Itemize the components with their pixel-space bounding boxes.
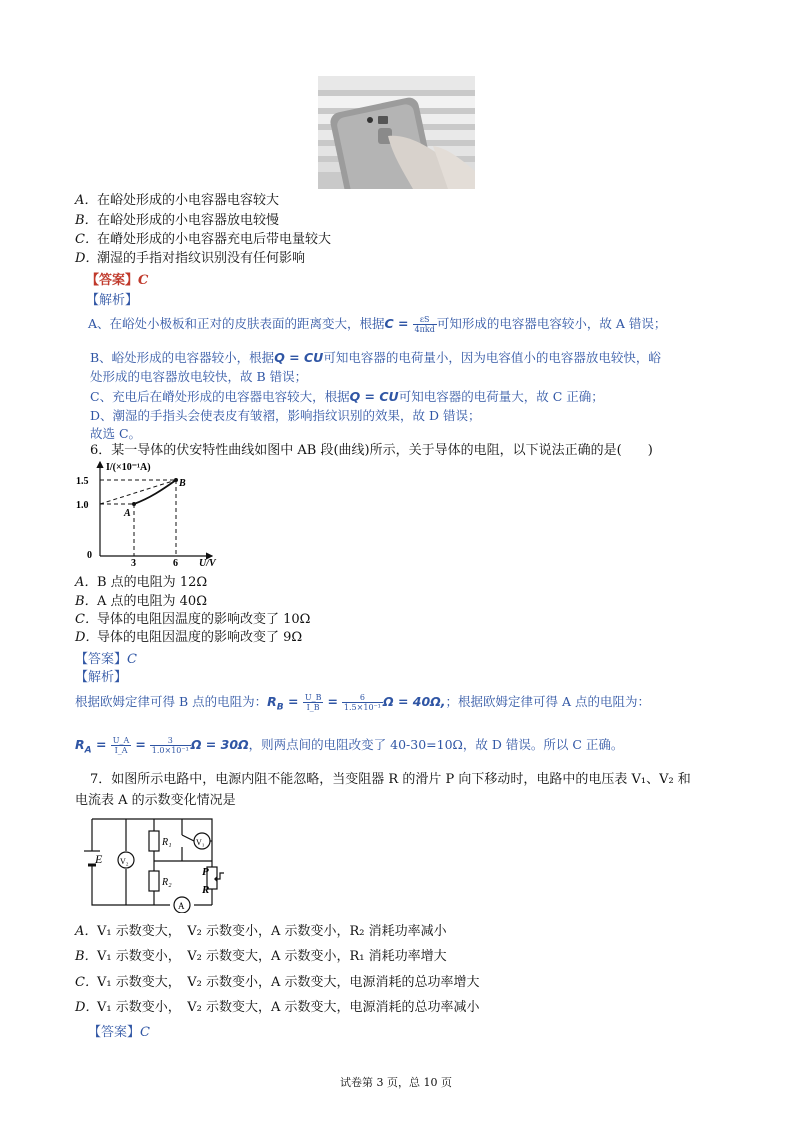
fraction-values xyxy=(150,736,191,755)
formula-result: Ω = 40Ω, xyxy=(382,694,446,709)
q6-answer xyxy=(75,648,137,667)
point-a-label: A xyxy=(124,508,131,519)
label-r2: R₂ xyxy=(162,877,172,888)
fraction-den: I_B xyxy=(306,703,320,712)
fraction-den: 1.0×10⁻¹ xyxy=(151,746,189,755)
answer-value: C xyxy=(138,273,149,288)
circuit-diagram xyxy=(82,815,224,913)
q7-option-d[interactable] xyxy=(75,999,480,1017)
q5-analysis-conclusion: 故选 C。 xyxy=(90,426,142,441)
formula-rb: $R_B$ = xyxy=(267,694,303,713)
q5-option-d[interactable] xyxy=(75,250,305,268)
analysis-text: 可知电容器的电荷量小，因为电容值小的电容器放电较快，峪 xyxy=(323,350,661,365)
fraction-num: U_A xyxy=(112,736,130,745)
q7-option-b[interactable] xyxy=(75,948,447,966)
slider-arrow xyxy=(214,876,217,882)
option-label: C． xyxy=(75,612,98,627)
q5-analysis-a xyxy=(88,314,666,334)
label-r: R xyxy=(202,884,210,896)
analysis-text: ，则两点间的电阻改变了 40-30=10Ω，故 D 错误。所以 C 正确。 xyxy=(248,737,624,752)
q7-stem-line2: 电流表 A 的示数变化情况是 xyxy=(75,793,236,808)
dashed-chord xyxy=(100,480,176,504)
fraction-values xyxy=(342,693,383,712)
top-wire xyxy=(92,819,212,853)
q6-stem: 6．某一导体的伏安特性曲线如图中 AB 段(曲线)所示，关于导体的电阻，以下说法正确的是( ) xyxy=(90,443,653,458)
fraction-num: 6 xyxy=(342,693,383,703)
option-text: B 点的电阻为 12Ω xyxy=(97,575,208,590)
formula-fraction xyxy=(413,315,437,334)
fraction-den: 1.5×10⁻¹ xyxy=(343,703,381,712)
label-r1: R₁ xyxy=(162,837,172,848)
q5-analysis-c xyxy=(90,387,604,405)
q5-option-b[interactable] xyxy=(75,212,279,230)
option-text: A 点的电阻为 40Ω xyxy=(97,594,207,609)
fraction-num: 3 xyxy=(150,736,191,746)
analysis-text: 根据欧姆定律可得 B 点的电阻为： xyxy=(75,694,268,709)
q5-analysis-b2: 处形成的电容器放电较快，故 B 错误； xyxy=(90,369,308,384)
y-tick-0: 0 xyxy=(87,550,92,561)
option-text: 导体的电阻因温度的影响改变了 10Ω xyxy=(97,612,311,627)
ab-curve xyxy=(134,480,176,504)
option-label: D． xyxy=(75,1000,99,1015)
formula-sub: B xyxy=(276,702,284,713)
formula-result: Ω = 30Ω xyxy=(190,737,249,752)
label-p: P xyxy=(202,866,209,878)
label-a: A xyxy=(178,901,185,911)
option-text: V₁ 示数变小， V₂ 示数变大，A 示数变大，电源消耗的总功率减小 xyxy=(97,1000,480,1015)
analysis-text: B、峪处形成的电容器较小，根据 xyxy=(90,350,275,365)
fraction-ua-ia xyxy=(111,736,132,755)
point-b xyxy=(174,478,178,482)
option-text: V₁ 示数变大， V₂ 示数变小，A 示数变大，电源消耗的总功率增大 xyxy=(97,975,480,990)
answer-tag: 【答案】 xyxy=(88,1025,141,1040)
q6-option-b[interactable] xyxy=(75,593,207,611)
answer-value: C xyxy=(127,652,137,667)
option-text: V₁ 示数变大， V₂ 示数变小，A 示数变小，R₂ 消耗功率减小 xyxy=(97,924,447,939)
point-a xyxy=(132,502,136,506)
q5-analysis-d: D、潮湿的手指头会使表皮有皱褶，影响指纹识别的效果，故 D 错误； xyxy=(90,408,481,423)
label-e: E xyxy=(95,852,103,866)
q7-stem-line1: 7．如图所示电路中，电源内阻不能忽略，当变阻器 R 的滑片 P 向下移动时，电路中的电压表 V₁、V₂ 和 xyxy=(90,772,691,787)
x-tick-6: 6 xyxy=(173,558,178,569)
r1-resistor xyxy=(149,831,159,851)
formula-capacitance: C = xyxy=(384,316,409,331)
q6-analysis-line1: 根据欧姆定律可得 B 点的电阻为：$R_B$ = $\frac{U\_B}{I\_B}$ = $\frac{6}{\text{1.5×10⁻¹}}$ Ω = 40Ω,；根据欧姆定律可得 A 点的电阻为： xyxy=(75,693,651,713)
formula-sub: A xyxy=(84,745,92,756)
option-text: V₁ 示数变小， V₂ 示数变大，A 示数变小，R₁ 消耗功率增大 xyxy=(97,949,447,964)
iv-characteristic-graph xyxy=(72,458,222,570)
formula-r: R xyxy=(267,694,277,709)
q7-option-a[interactable] xyxy=(75,923,447,941)
option-label: B． xyxy=(75,594,98,609)
q6-option-a[interactable] xyxy=(75,574,207,592)
analysis-text: 可知形成的电容器电容较小，故 A 错误； xyxy=(436,316,667,331)
q7-answer xyxy=(88,1021,150,1040)
q6-option-c[interactable] xyxy=(75,611,310,629)
q6-option-d[interactable] xyxy=(75,629,302,647)
formula-ra: $R_A$ = xyxy=(75,737,111,756)
x-tick-3: 3 xyxy=(131,558,136,569)
option-label: C． xyxy=(75,232,98,247)
q5-option-a[interactable] xyxy=(75,192,279,210)
fraction-ub-ib xyxy=(303,693,324,712)
x-axis-label: U/V xyxy=(199,558,216,569)
analysis-text: C、充电后在嵴处形成的电容器电容较大，根据 xyxy=(90,389,350,404)
analysis-text: A、在峪处小极板和正对的皮肤表面的距离变大，根据 xyxy=(88,316,385,331)
option-label: A． xyxy=(75,575,98,590)
formula-charge: Q = CU xyxy=(274,350,324,365)
q5-answer xyxy=(86,269,148,288)
fraction-num: εS xyxy=(413,315,437,325)
fraction-num: U_B xyxy=(304,693,322,702)
option-text: 在嵴处形成的小电容器充电后带电量较大 xyxy=(97,232,332,247)
option-text: 潮湿的手指对指纹识别没有任何影响 xyxy=(97,251,306,266)
answer-tag: 【答案】 xyxy=(75,652,128,667)
option-label: D． xyxy=(75,251,99,266)
option-text: 在峪处形成的小电容器电容较大 xyxy=(97,193,280,208)
answer-value: C xyxy=(140,1025,150,1040)
r2-resistor xyxy=(149,871,159,891)
label-v2: V₂ xyxy=(120,857,129,866)
slider-arm xyxy=(217,873,224,879)
label-v1: V₁ xyxy=(196,838,205,847)
q5-option-c[interactable] xyxy=(75,231,331,249)
formula-charge: Q = CU xyxy=(349,389,399,404)
q7-option-c[interactable] xyxy=(75,974,480,992)
fingerprint-phone-photo xyxy=(318,76,475,189)
option-label: A． xyxy=(75,924,98,939)
analysis-text: 可知电容器的电荷量大，故 C 正确； xyxy=(398,389,604,404)
option-text: 导体的电阻因温度的影响改变了 9Ω xyxy=(97,630,303,645)
y-axis-label: I/(×10⁻¹A) xyxy=(106,462,151,473)
q6-analysis-line2: $R_A$ = $\frac{U\_A}{I\_A}$ = $\frac{3}{\text{1.0×10⁻¹}}$ Ω = 30Ω，则两点间的电阻改变了 40-30=10Ω，故 D 错误。所以 C 正确。 xyxy=(75,736,624,756)
formula-r: R xyxy=(75,737,85,752)
option-label: A． xyxy=(75,193,98,208)
option-label: D． xyxy=(75,630,99,645)
option-label: B． xyxy=(75,213,98,228)
page-footer: 试卷第 3 页，总 10 页 xyxy=(340,1076,452,1089)
q6-analysis-tag: 【解析】 xyxy=(75,670,128,685)
fraction-den: 4πkd xyxy=(414,325,435,334)
point-b-label: B xyxy=(179,478,186,489)
answer-tag: 【答案】 xyxy=(86,273,139,288)
fraction-den: I_A xyxy=(114,746,128,755)
analysis-text: ；根据欧姆定律可得 A 点的电阻为： xyxy=(445,694,651,709)
y-tick-1-5: 1.5 xyxy=(76,476,89,487)
option-label: C． xyxy=(75,975,98,990)
option-label: B． xyxy=(75,949,98,964)
y-tick-1-0: 1.0 xyxy=(76,500,89,511)
q5-analysis-tag: 【解析】 xyxy=(86,293,139,308)
option-text: 在峪处形成的小电容器放电较慢 xyxy=(97,213,280,228)
q5-analysis-b1 xyxy=(90,348,661,366)
